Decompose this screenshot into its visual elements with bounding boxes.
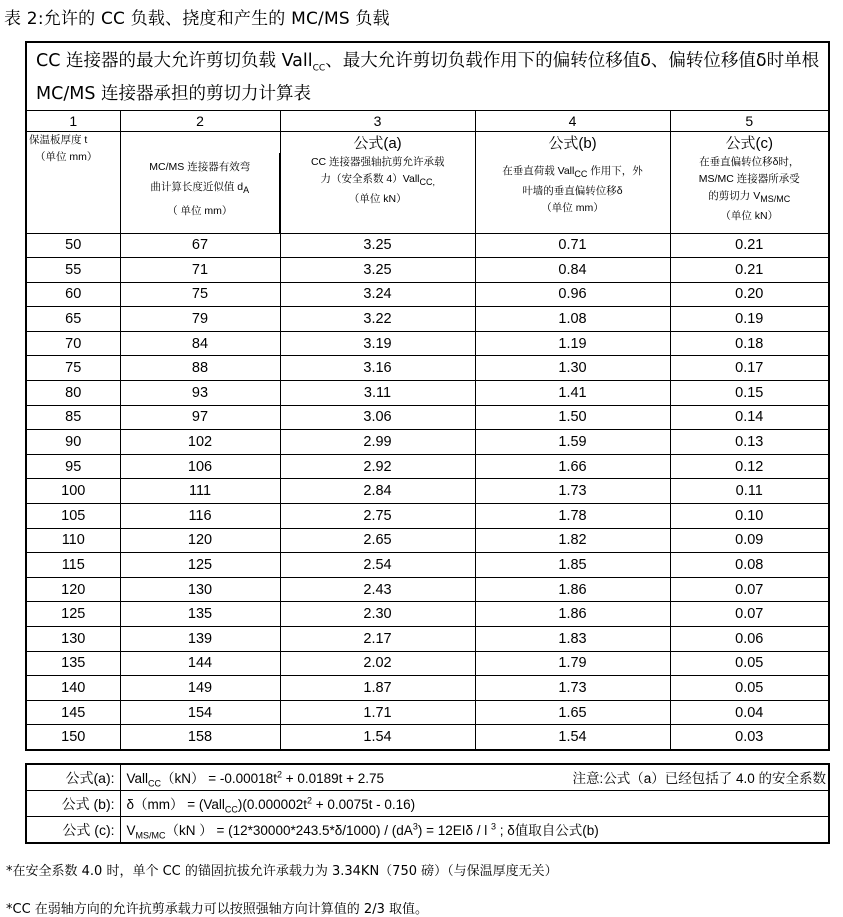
table-title: CC 连接器的最大允许剪切负载 Vall$_{CC}$、最大允许剪切负载作用下的偏转位移值δ、偏转位移值δ时单根 MC/MS 连接器承担的剪切力计算表 <box>26 42 829 110</box>
table-row <box>26 528 829 553</box>
cell-effective-length: 79 <box>120 307 280 332</box>
cell-deflection: 1.78 <box>475 504 670 529</box>
cell-effective-length: 97 <box>120 405 280 430</box>
col-number-4: 4 <box>475 110 670 131</box>
cell-effective-length: 130 <box>120 577 280 602</box>
cell-thickness: 75 <box>26 356 120 381</box>
cell-thickness: 150 <box>26 725 120 750</box>
table-row <box>26 454 829 479</box>
table-row <box>26 725 829 750</box>
cell-deflection: 1.73 <box>475 676 670 701</box>
cell-effective-length: 135 <box>120 602 280 627</box>
cell-thickness: 70 <box>26 331 120 356</box>
cell-vall-cc: 3.25 <box>280 258 475 283</box>
table-row <box>26 430 829 455</box>
table-row <box>26 479 829 504</box>
formula-a-label: 公式(a) <box>280 131 475 153</box>
formula-a-row-label: 公式(a): <box>26 764 120 791</box>
cell-vall-cc: 3.24 <box>280 282 475 307</box>
table-row <box>26 627 829 652</box>
cell-thickness: 60 <box>26 282 120 307</box>
cell-deflection: 0.84 <box>475 258 670 283</box>
cell-thickness: 135 <box>26 651 120 676</box>
cell-thickness: 115 <box>26 553 120 578</box>
cell-vall-cc: 2.92 <box>280 454 475 479</box>
cell-thickness: 55 <box>26 258 120 283</box>
cell-effective-length: 88 <box>120 356 280 381</box>
header-msmc-shear-line3: 的剪切力 $V_{MS/MC}$ <box>708 189 791 204</box>
cell-thickness: 100 <box>26 479 120 504</box>
cell-shear-msmc: 0.05 <box>670 651 829 676</box>
cell-effective-length: 154 <box>120 700 280 725</box>
col-number-2: 2 <box>120 110 280 131</box>
header-effective-length-line1: MC/MS 连接器有效弯 <box>149 161 251 174</box>
cell-effective-length: 125 <box>120 553 280 578</box>
cell-deflection: 0.71 <box>475 233 670 258</box>
table-row <box>26 602 829 627</box>
cell-effective-length: 144 <box>120 651 280 676</box>
cell-deflection: 1.79 <box>475 651 670 676</box>
cell-vall-cc: 2.54 <box>280 553 475 578</box>
cell-shear-msmc: 0.07 <box>670 577 829 602</box>
cell-effective-length: 71 <box>120 258 280 283</box>
cell-shear-msmc: 0.05 <box>670 676 829 701</box>
table-row <box>26 258 829 283</box>
header-effective-length <box>120 131 280 233</box>
cell-vall-cc: 2.84 <box>280 479 475 504</box>
formula-c-row-label: 公式 (c): <box>26 817 120 844</box>
cell-vall-cc: 2.43 <box>280 577 475 602</box>
header-msmc-shear-unit: （单位 kN） <box>720 209 779 222</box>
cell-shear-msmc: 0.18 <box>670 331 829 356</box>
formula-b-text: $\delta(mm) = (Vall_{CC})(0.000002t^2 + 0.0075t - 0.16)$ <box>120 791 829 817</box>
cell-effective-length: 93 <box>120 381 280 406</box>
cell-vall-cc: 3.22 <box>280 307 475 332</box>
cell-thickness: 120 <box>26 577 120 602</box>
cell-deflection: 1.86 <box>475 577 670 602</box>
cell-thickness: 65 <box>26 307 120 332</box>
cell-effective-length: 102 <box>120 430 280 455</box>
cell-deflection: 1.08 <box>475 307 670 332</box>
cell-shear-msmc: 0.06 <box>670 627 829 652</box>
header-msmc-shear-line1: 在垂直偏转位移δ时， <box>699 155 800 168</box>
footnote-2: *CC 在弱轴方向的允许抗剪承载力可以按照强轴方向计算值的 2/3 取值。 <box>6 902 428 917</box>
table-caption: 表 2:允许的 CC 负载、挠度和产生的 MC/MS 负载 <box>4 9 390 29</box>
cell-deflection: 1.50 <box>475 405 670 430</box>
formula-a-text: Vall$_{CC}$（kN） = $-0.00018t^2 + 0.0189t + 2.75$ 注意:公式（a）已经包括了 4.0 的安全系数 <box>120 764 829 791</box>
formula-box <box>25 763 830 844</box>
cell-vall-cc: 2.65 <box>280 528 475 553</box>
cell-deflection: 1.73 <box>475 479 670 504</box>
cell-effective-length: 149 <box>120 676 280 701</box>
cell-deflection: 1.85 <box>475 553 670 578</box>
cell-deflection: 1.82 <box>475 528 670 553</box>
cell-effective-length: 139 <box>120 627 280 652</box>
cell-effective-length: 120 <box>120 528 280 553</box>
cell-thickness: 140 <box>26 676 120 701</box>
cell-effective-length: 116 <box>120 504 280 529</box>
column-number-row <box>26 110 829 131</box>
header-thickness-label: 保温板厚度 t <box>29 133 88 146</box>
cell-shear-msmc: 0.21 <box>670 258 829 283</box>
cell-effective-length: 158 <box>120 725 280 750</box>
cell-thickness: 90 <box>26 430 120 455</box>
cell-vall-cc: 2.30 <box>280 602 475 627</box>
col-number-1: 1 <box>26 110 120 131</box>
formula-c-text: $V_{MS/MC}(kN$ ） = $(12*30000*243.5*\delta/1000) / (dA^3) = 12EI\delta / l$ $^3$ ; δ值取自公式(b) <box>120 817 829 844</box>
header-deflection-line2: 叶墙的垂直偏转位移δ <box>522 184 623 197</box>
header-effective-length-unit: （ 单位 mm） <box>167 204 233 217</box>
cell-effective-length: 75 <box>120 282 280 307</box>
header-msmc-shear-line2: MS/MC 连接器所承受 <box>698 172 800 185</box>
table-row <box>26 504 829 529</box>
table-row <box>26 553 829 578</box>
formula-label-row <box>26 131 829 153</box>
table-row <box>26 356 829 381</box>
col-number-5: 5 <box>670 110 829 131</box>
cell-shear-msmc: 0.03 <box>670 725 829 750</box>
cell-thickness: 95 <box>26 454 120 479</box>
cell-vall-cc: 1.71 <box>280 700 475 725</box>
table-row <box>26 405 829 430</box>
formula-a-note: 注意:公式（a）已经包括了 4.0 的安全系数 <box>572 770 827 786</box>
header-msmc-shear <box>670 153 829 234</box>
cell-vall-cc: 2.02 <box>280 651 475 676</box>
cell-thickness: 50 <box>26 233 120 258</box>
cell-effective-length: 106 <box>120 454 280 479</box>
cell-vall-cc: 3.25 <box>280 233 475 258</box>
cell-shear-msmc: 0.17 <box>670 356 829 381</box>
formula-c-label: 公式(c) <box>670 131 829 153</box>
cell-shear-msmc: 0.11 <box>670 479 829 504</box>
cell-deflection: 1.66 <box>475 454 670 479</box>
cell-vall-cc: 1.87 <box>280 676 475 701</box>
header-thickness <box>26 131 120 233</box>
footnote-1: *在安全系数 4.0 时，单个 CC 的锚固抗拔允许承载力为 3.34KN（750 磅）（与保温厚度无关） <box>6 864 558 879</box>
cell-thickness: 85 <box>26 405 120 430</box>
cell-deflection: 1.86 <box>475 602 670 627</box>
table-row <box>26 651 829 676</box>
cell-shear-msmc: 0.21 <box>670 233 829 258</box>
header-deflection-unit: （单位 mm） <box>541 201 604 214</box>
cell-shear-msmc: 0.20 <box>670 282 829 307</box>
cell-deflection: 1.65 <box>475 700 670 725</box>
cell-vall-cc: 3.19 <box>280 331 475 356</box>
table-row <box>26 700 829 725</box>
table-row <box>26 676 829 701</box>
cell-shear-msmc: 0.09 <box>670 528 829 553</box>
cell-deflection: 1.30 <box>475 356 670 381</box>
cell-shear-msmc: 0.08 <box>670 553 829 578</box>
cell-shear-msmc: 0.15 <box>670 381 829 406</box>
cell-shear-msmc: 0.13 <box>670 430 829 455</box>
cell-vall-cc: 2.17 <box>280 627 475 652</box>
cell-effective-length: 111 <box>120 479 280 504</box>
header-thickness-unit: （单位 mm） <box>35 150 98 163</box>
cell-thickness: 110 <box>26 528 120 553</box>
cell-thickness: 130 <box>26 627 120 652</box>
cell-thickness: 80 <box>26 381 120 406</box>
cell-vall-cc: 3.06 <box>280 405 475 430</box>
cell-thickness: 105 <box>26 504 120 529</box>
cell-deflection: 1.83 <box>475 627 670 652</box>
cell-shear-msmc: 0.07 <box>670 602 829 627</box>
table-row <box>26 282 829 307</box>
load-table <box>25 41 830 751</box>
header-deflection-line1: 在垂直荷载 Vall$_{CC}$ 作用下，外 <box>502 164 643 179</box>
header-cc-shear-line2: 力（安全系数 4）Vall$_{CC,}$ <box>320 172 435 187</box>
formula-b-row-label: 公式 (b): <box>26 791 120 817</box>
cell-thickness: 145 <box>26 700 120 725</box>
table-row <box>26 381 829 406</box>
header-cc-shear-unit: （单位 kN） <box>348 192 407 205</box>
col-number-3: 3 <box>280 110 475 131</box>
cell-vall-cc: 3.11 <box>280 381 475 406</box>
cell-shear-msmc: 0.04 <box>670 700 829 725</box>
cell-shear-msmc: 0.14 <box>670 405 829 430</box>
cell-shear-msmc: 0.19 <box>670 307 829 332</box>
header-cc-shear <box>280 153 475 234</box>
table-row <box>26 577 829 602</box>
cell-deflection: 1.54 <box>475 725 670 750</box>
cell-vall-cc: 2.99 <box>280 430 475 455</box>
table-row <box>26 233 829 258</box>
cell-deflection: 0.96 <box>475 282 670 307</box>
cell-vall-cc: 1.54 <box>280 725 475 750</box>
cell-vall-cc: 2.75 <box>280 504 475 529</box>
header-effective-length-line2: 曲计算长度近似值 $d_A$ <box>150 181 250 196</box>
cell-deflection: 1.59 <box>475 430 670 455</box>
cell-shear-msmc: 0.12 <box>670 454 829 479</box>
header-deflection <box>475 153 670 234</box>
cell-effective-length: 84 <box>120 331 280 356</box>
cell-deflection: 1.19 <box>475 331 670 356</box>
header-cc-shear-line1: CC 连接器强轴抗剪允许承载 <box>310 155 445 168</box>
cell-thickness: 125 <box>26 602 120 627</box>
cell-vall-cc: 3.16 <box>280 356 475 381</box>
cell-effective-length: 67 <box>120 233 280 258</box>
cell-deflection: 1.41 <box>475 381 670 406</box>
cell-shear-msmc: 0.10 <box>670 504 829 529</box>
table-row <box>26 307 829 332</box>
table-row <box>26 331 829 356</box>
formula-b-label: 公式(b) <box>475 131 670 153</box>
